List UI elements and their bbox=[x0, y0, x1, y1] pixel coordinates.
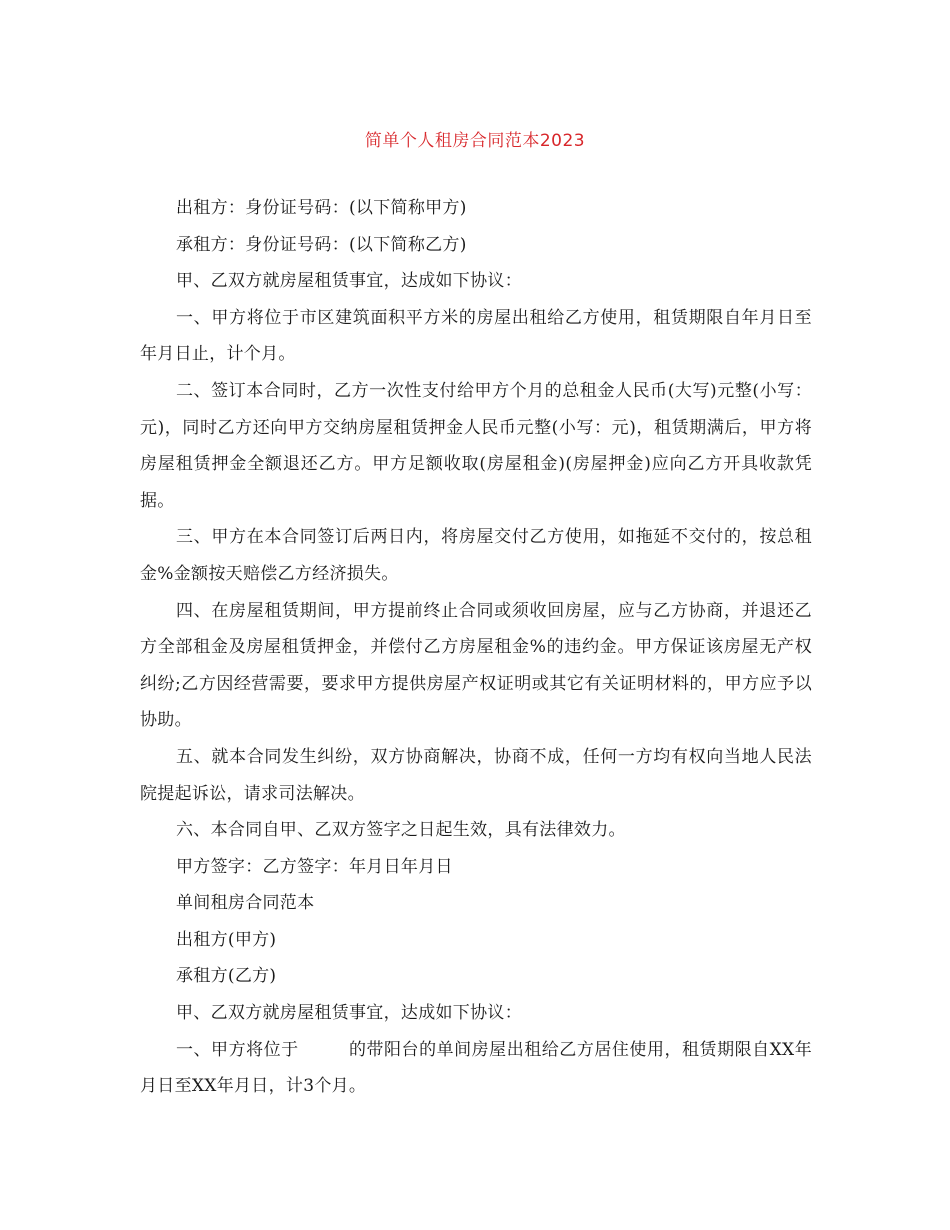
paragraph-party-a: 出租方(甲方) bbox=[176, 929, 277, 950]
paragraph-agreement-intro: 甲、乙双方就房屋租赁事宜，达成如下协议： bbox=[176, 271, 522, 292]
paragraph-lessor: 出租方：身份证号码：(以下简称甲方) bbox=[176, 198, 467, 218]
paragraph-agreement-intro-2: 甲、乙双方就房屋租赁事宜，达成如下协议： bbox=[176, 1003, 522, 1024]
room-clause-part1: 一、甲方将位于 bbox=[176, 1039, 299, 1060]
paragraph-party-b: 承租方(乙方) bbox=[176, 966, 277, 987]
room-clause-part2: 的带阳台的单间房屋出租给乙方居住使用，租赁期限自XX年月日至XX年月日，计3个月。 bbox=[140, 1039, 812, 1097]
paragraph-signatures: 甲方签字：乙方签字：年月日年月日 bbox=[176, 856, 453, 877]
paragraph-clause-2: 二、签订本合同时，乙方一次性支付给甲方个月的总租金人民币(大写)元整(小写：元)，同时乙方还向甲方交纳房屋租赁押金人民币元整(小写：元)，租赁期满后，甲方将房屋租赁押金全额退还乙方。甲方足额收取(房屋租金)(房屋押金)应向乙方开具收款凭据。 bbox=[140, 380, 812, 511]
paragraph-room-clause bbox=[140, 1032, 812, 1105]
document-title: 简单个人租房合同范本2023 bbox=[364, 131, 586, 151]
paragraph-clause-5: 五、就本合同发生纠纷，双方协商解决，协商不成，任何一方均有权向当地人民法院提起诉讼，请求司法解决。 bbox=[140, 746, 812, 804]
document-body bbox=[140, 190, 812, 1105]
paragraph-lessee: 承租方：身份证号码：(以下简称乙方) bbox=[176, 234, 467, 255]
paragraph-clause-6: 六、本合同自甲、乙双方签字之日起生效，具有法律效力。 bbox=[176, 820, 626, 841]
paragraph-section-title: 单间租房合同范本 bbox=[176, 893, 315, 914]
paragraph-clause-3: 三、甲方在本合同签订后两日内，将房屋交付乙方使用，如拖延不交付的，按总租金%金额按天赔偿乙方经济损失。 bbox=[140, 527, 812, 584]
paragraph-clause-4: 四、在房屋租赁期间，甲方提前终止合同或须收回房屋，应与乙方协商，并退还乙方全部租金及房屋租赁押金，并偿付乙方房屋租金%的违约金。甲方保证该房屋无产权纠纷;乙方因经营需要，要求甲方提供房屋产权证明或其它有关证明材料的，甲方应予以协助。 bbox=[140, 600, 812, 731]
paragraph-clause-1: 一、甲方将位于市区建筑面积平方米的房屋出租给乙方使用，租赁期限自年月日至年月日止，计个月。 bbox=[140, 307, 812, 365]
